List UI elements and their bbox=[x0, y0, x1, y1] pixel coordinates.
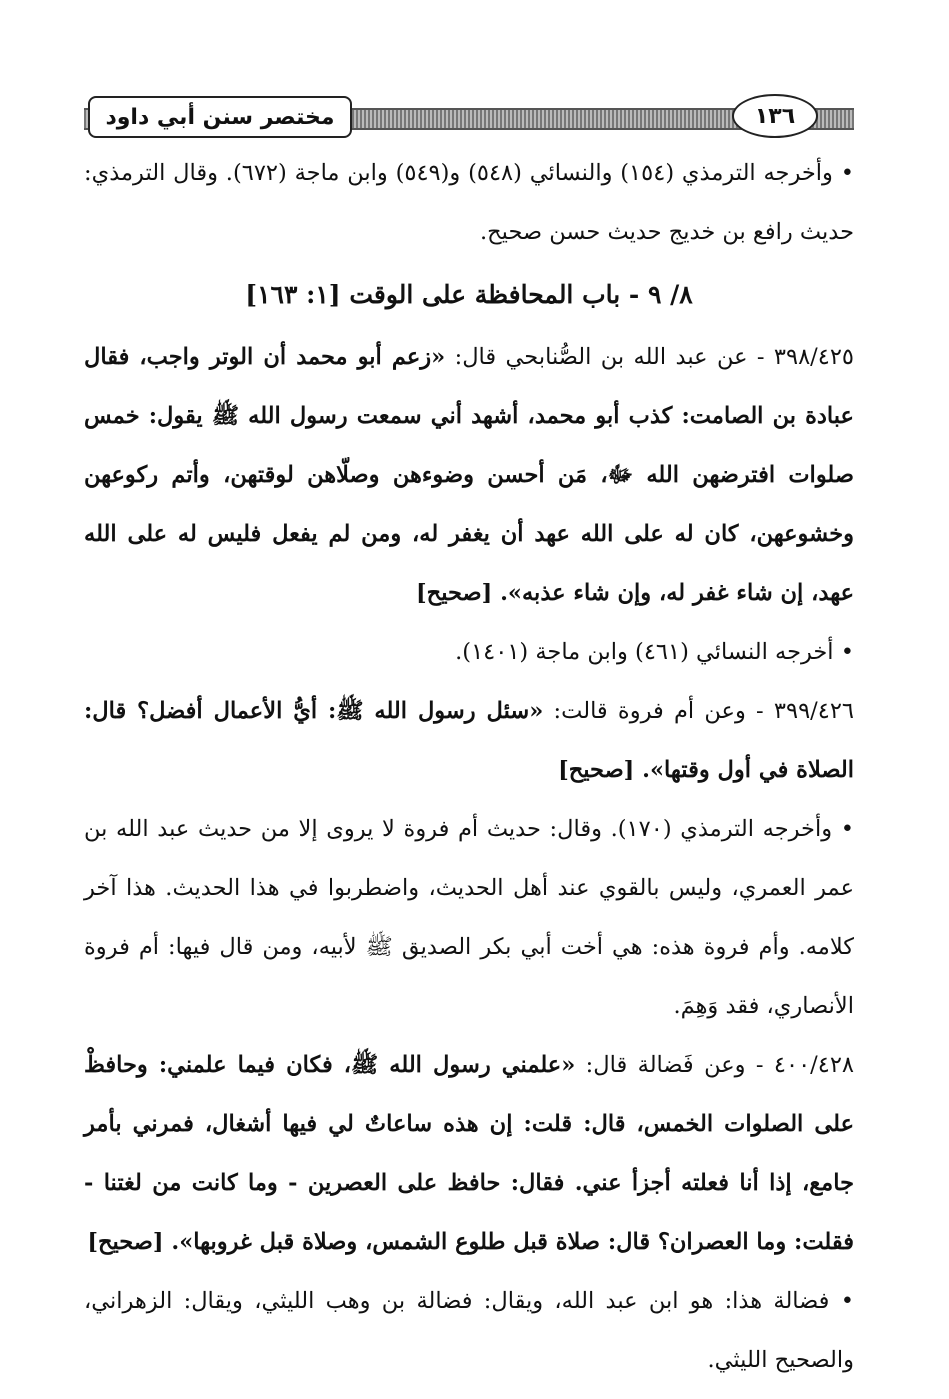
page-header bbox=[84, 92, 854, 144]
hadith-425-prefix: ٣٩٨/٤٢٥ - عن عبد الله بن الصُّنابحي قال: bbox=[445, 344, 854, 370]
hadith-428 bbox=[84, 1036, 854, 1272]
hadith-426-text: «سئل رسول الله ﷺ: أيُّ الأعمال أفضل؟ قال: الصلاة في أول وقتها». [صحيح] bbox=[84, 698, 854, 783]
page-number-text: ١٣٦ bbox=[754, 103, 796, 129]
hadith-426-prefix: ٣٩٩/٤٢٦ - وعن أم فروة قالت: bbox=[543, 698, 854, 724]
note-paragraph-5: • وأخرجه الترمذي (١٧٠). وقال: حديث أم فروة لا يروى إلا من حديث عبد الله بن عمر العمري، وليس بالقوي عند أهل الحديث، واضطربوا في هذا الحديث. هذا آخر كلامه. وأم فروة هذه: هي أخت أبي بكر الصديق ﷺ لأبيه، ومن قال فيها: أم فروة الأنصاري، فقد وَهِمَ. bbox=[84, 816, 854, 1019]
page-content bbox=[84, 144, 854, 1390]
hadith-425-text: «زعم أبو محمد أن الوتر واجب، فقال عبادة بن الصامت: كذب أبو محمد، أشهد أني سمعت رسول الله ﷺ يقول: خمس صلوات افترضهن الله ﷻ، مَن أحسن وضوءهن وصلّاهن لوقتهن، وأتم ركوعهن وخشوعهن، كان له على الله عهد أن يغفر له، ومن لم يفعل فليس له على الله عهد، إن شاء غفر له، وإن شاء عذبه». [صحيح] bbox=[84, 344, 854, 606]
note-paragraph-7: • فضالة هذا: هو ابن عبد الله، ويقال: فضالة بن وهب الليثي، ويقال: الزهراني، والصحيح الليثي. bbox=[84, 1288, 854, 1373]
book-title-text: مختصر سنن أبي داود bbox=[105, 104, 335, 130]
book-title bbox=[88, 96, 352, 138]
hadith-428-prefix: ٤٠٠/٤٢٨ - وعن فَضالة قال: bbox=[575, 1052, 854, 1078]
page-number bbox=[732, 94, 818, 138]
chapter-heading: ٨/ ٩ - باب المحافظة على الوقت [١: ١٦٣] bbox=[245, 280, 693, 309]
hadith-428-text: «علمني رسول الله ﷺ، فكان فيما علمني: وحافظْ على الصلوات الخمس، قال: قلت: إن هذه ساعاتٌ لي فيها أشغال، فمرني بأمر جامع، إذا أنا فعلته أجزأ عني. فقال: حافظ على العصرين - وما كانت من لغتنا - فقلت: وما العصران؟ قال: صلاة قبل طلوع الشمس، وصلاة قبل غروبها». [صحيح] bbox=[84, 1052, 854, 1255]
note-paragraph-3: • أخرجه النسائي (٤٦١) وابن ماجة (١٤٠١). bbox=[455, 639, 854, 665]
hadith-426 bbox=[84, 682, 854, 800]
hadith-425 bbox=[84, 328, 854, 623]
note-paragraph-1: • وأخرجه الترمذي (١٥٤) والنسائي (٥٤٨) و(٥٤٩) وابن ماجة (٦٧٢). وقال الترمذي: حديث رافع بن خديج حديث حسن صحيح. bbox=[84, 160, 854, 245]
